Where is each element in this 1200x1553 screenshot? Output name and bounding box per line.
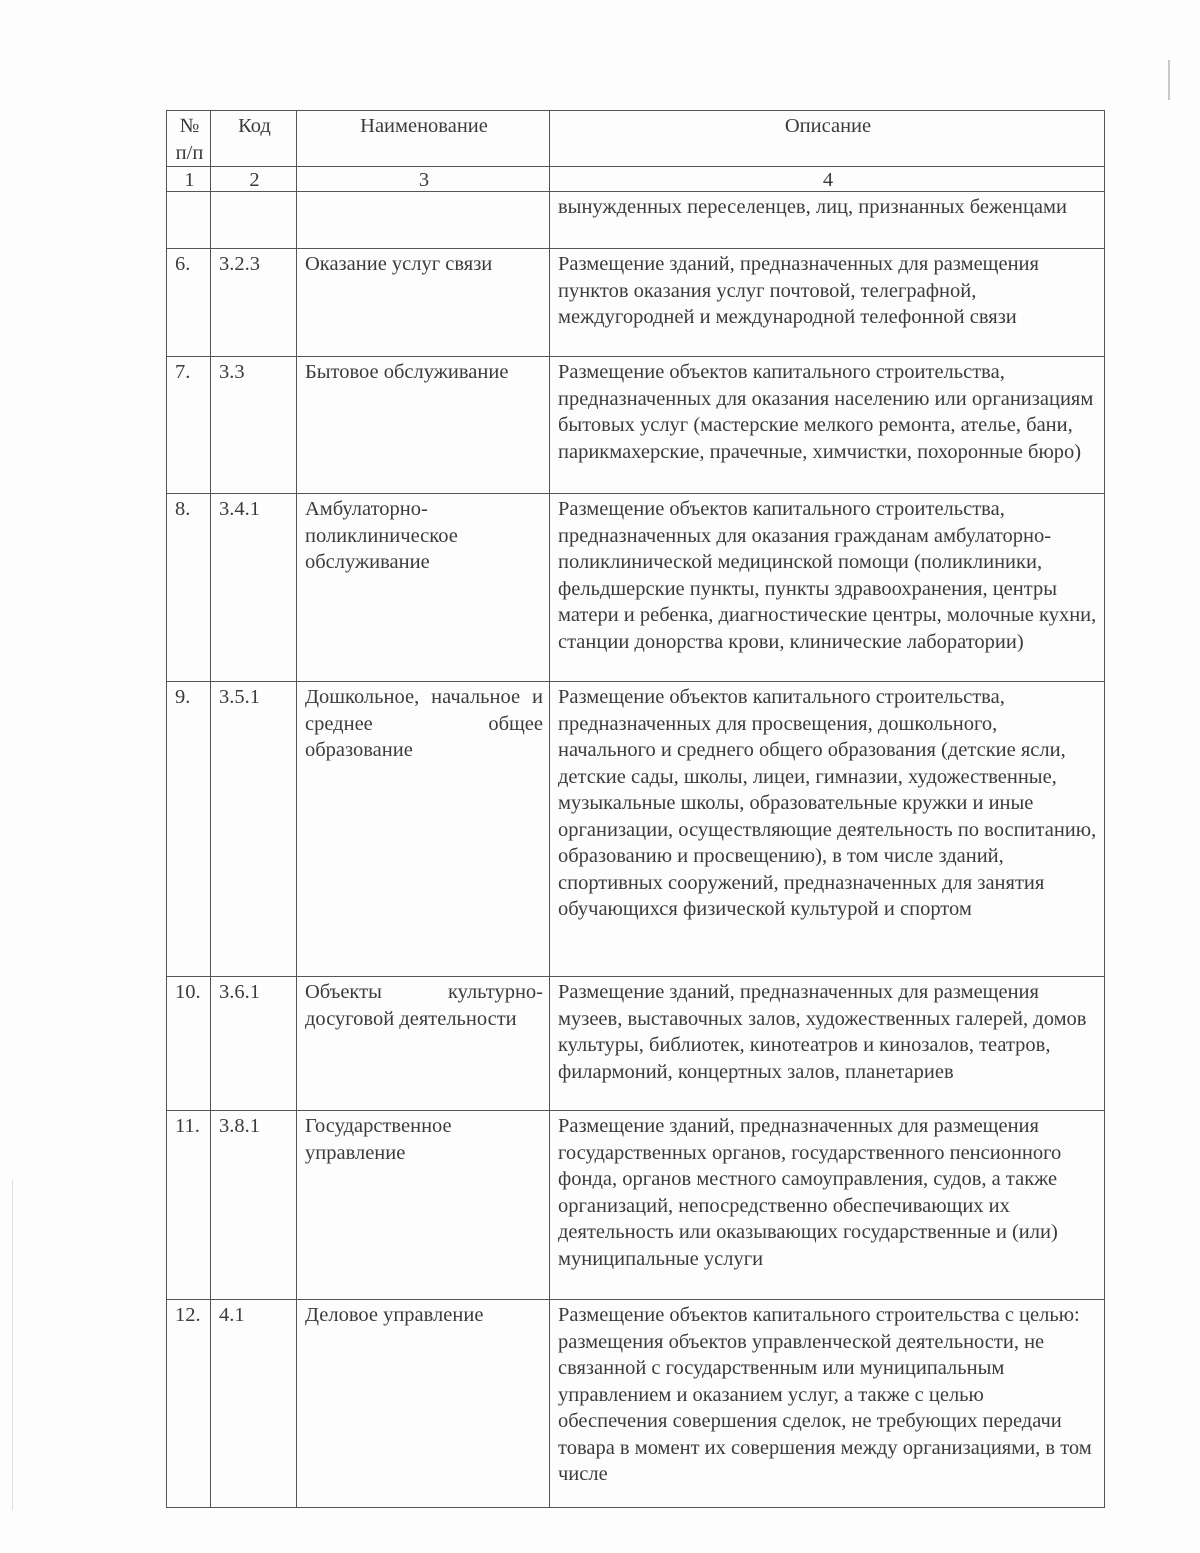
- row-description: Размещение объектов капитального строительства, предназначенных для оказания населению или организациям бытовых услуг (мастерские мелкого ремонта, ателье, бани, парикмахерские, прачечные, химчистки, похоронные бюро): [550, 357, 1105, 494]
- header-name: Наименование: [297, 111, 550, 167]
- land-use-table: [166, 110, 1105, 1508]
- table-row: [167, 1300, 1105, 1508]
- scan-margin-speck: [12, 1180, 13, 1510]
- table-row: [167, 192, 1105, 249]
- table-row: [167, 682, 1105, 977]
- row-name: [297, 192, 550, 249]
- row-number: 10.: [167, 977, 211, 1111]
- header-description: Описание: [550, 111, 1105, 167]
- column-number-row: [167, 167, 1105, 192]
- row-code: 3.8.1: [211, 1111, 297, 1300]
- row-number: 9.: [167, 682, 211, 977]
- row-number: 8.: [167, 494, 211, 682]
- column-number: 1: [167, 167, 211, 192]
- row-number: [167, 192, 211, 249]
- table-row: [167, 977, 1105, 1111]
- row-name: Амбулаторно-поликлиническое обслуживание: [297, 494, 550, 682]
- row-name: Объекты культурно-досуговой деятельности: [297, 977, 550, 1111]
- header-number: № п/п: [167, 111, 211, 167]
- row-number: 11.: [167, 1111, 211, 1300]
- row-code: 3.3: [211, 357, 297, 494]
- row-code: 3.2.3: [211, 249, 297, 357]
- row-description: Размещение зданий, предназначенных для размещения пунктов оказания услуг почтовой, телеграфной, междугородней и международной телефонной связи: [550, 249, 1105, 357]
- column-number: 2: [211, 167, 297, 192]
- header-code: Код: [211, 111, 297, 167]
- row-code: 3.6.1: [211, 977, 297, 1111]
- table-row: [167, 249, 1105, 357]
- row-description: Размещение объектов капитального строительства с целью: размещения объектов управленческой деятельности, не связанной с государственным или муниципальным управлением и оказанием услуг, а также с целью обеспечения совершения сделок, не требующих передачи товара в момент их совершения между организациями, в том числе: [550, 1300, 1105, 1508]
- table-row: [167, 494, 1105, 682]
- row-description: Размещение зданий, предназначенных для размещения государственных органов, государственного пенсионного фонда, органов местного самоуправления, судов, а также организаций, непосредственно обеспечивающих их деятельность или оказывающих государственные и (или) муниципальные услуги: [550, 1111, 1105, 1300]
- column-number: 4: [550, 167, 1105, 192]
- row-number: 6.: [167, 249, 211, 357]
- row-code: 3.4.1: [211, 494, 297, 682]
- row-name: Дошкольное, начальное и среднее общее образование: [297, 682, 550, 977]
- row-code: 3.5.1: [211, 682, 297, 977]
- row-description: Размещение объектов капитального строительства, предназначенных для оказания гражданам амбулаторно-поликлинической медицинской помощи (поликлиники, фельдшерские пункты, пункты здравоохранения, центры матери и ребенка, диагностические центры, молочные кухни, станции донорства крови, клинические лаборатории): [550, 494, 1105, 682]
- row-name: Деловое управление: [297, 1300, 550, 1508]
- row-code: 4.1: [211, 1300, 297, 1508]
- table-header-row: [167, 111, 1105, 167]
- row-description: вынужденных переселенцев, лиц, признанных беженцами: [550, 192, 1105, 249]
- column-number: 3: [297, 167, 550, 192]
- row-code: [211, 192, 297, 249]
- scan-margin-speck: [1168, 60, 1170, 100]
- row-name: Государственное управление: [297, 1111, 550, 1300]
- row-number: 7.: [167, 357, 211, 494]
- row-description: Размещение зданий, предназначенных для размещения музеев, выставочных залов, художественных галерей, домов культуры, библиотек, кинотеатров и кинозалов, театров, филармоний, концертных залов, планетариев: [550, 977, 1105, 1111]
- row-description: Размещение объектов капитального строительства, предназначенных для просвещения, дошкольного, начального и среднего общего образования (детские ясли, детские сады, школы, лицеи, гимназии, художественные, музыкальные школы, образовательные кружки и иные организации, осуществляющие деятельность по воспитанию, образованию и просвещению), в том числе зданий, спортивных сооружений, предназначенных для занятия обучающихся физической культурой и спортом: [550, 682, 1105, 977]
- table-row: [167, 1111, 1105, 1300]
- row-number: 12.: [167, 1300, 211, 1508]
- row-name: Бытовое обслуживание: [297, 357, 550, 494]
- row-name: Оказание услуг связи: [297, 249, 550, 357]
- table-row: [167, 357, 1105, 494]
